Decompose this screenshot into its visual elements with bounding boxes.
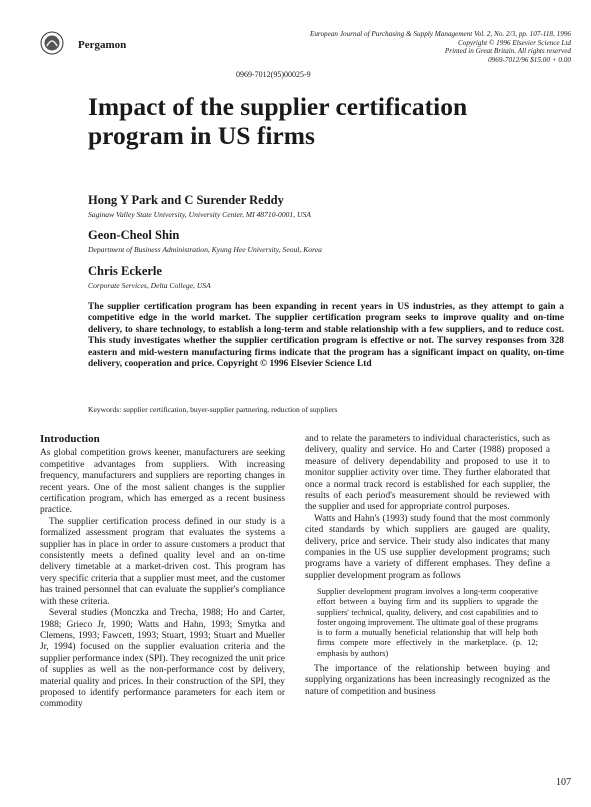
left-column <box>40 434 285 711</box>
author-affiliation-3: Corporate Services, Delta College, USA <box>88 281 211 290</box>
issn-price-line: 0969-7012/96 $15.00 + 0.00 <box>488 55 571 64</box>
block-quote: Supplier development program involves a long-term cooperative effort between a buying firm and its suppliers to upgrade the suppliers' technical, quality, delivery, and cost capabilities and to foster ongoing improvement. The ultimate goal of these programs is to form a mutually beneficial relationship that will help both firms compete more effectively in the marketplace. (p. 12; emphasis by authors) <box>317 587 538 658</box>
body-paragraph: Several studies (Monczka and Trecha, 1988; Ho and Carter, 1988; Grieco Jr, 1990; Watts and Hahn, 1993; Smytka and Clemens, 1993; Fawcett, 1993; Stuart, 1993; Stuart and Mueller Jr, 1994) focused on the supplier evaluation criteria and the supplier performance index (SPI). They recognized the unit price of supplies as well as the non-performance cost by delivery, material quality and prices. In their construction of the SPI, they proposed to identify performance parameters for each item or commodity <box>40 608 285 710</box>
author-affiliation-1: Saginaw Valley State University, University Center, MI 48710-0001, USA <box>88 210 311 219</box>
journal-metadata <box>271 30 571 64</box>
right-column <box>305 434 550 698</box>
publisher-name: Pergamon <box>78 39 127 51</box>
author-names-1: Hong Y Park and C Surender Reddy <box>88 193 284 207</box>
body-paragraph: and to relate the parameters to individual characteristics, such as delivery, quality and service. Ho and Carter (1988) proposed a measure of delivery dependability and proposed to use it to monitor supplier activity over time. They further elaborated that once a normal track record is established for each supplier, the results of each period's measurement should be reviewed with the supplier and used for appropriate control purposes. <box>305 434 550 513</box>
pii-code: 0969-7012(95)00025-9 <box>236 70 311 79</box>
body-paragraph: Watts and Hahn's (1993) study found that the most commonly cited standards by which suppliers are gauged are quality, delivery, price and service. Their study also indicates that many companies in the US use supplier development programs; such programs have a variety of different emphases. They define a supplier development program as follows <box>305 513 550 581</box>
printed-line: Printed in Great Britain. All rights reserved <box>444 47 571 56</box>
author-names-3: Chris Eckerle <box>88 264 162 278</box>
keywords: Keywords: supplier certification, buyer-supplier partnering, reduction of suppliers <box>88 405 338 414</box>
section-heading-introduction: Introduction <box>40 433 100 445</box>
body-paragraph: The supplier certification process defined in our study is a formalized assessment program that evaluates the systems a supplier has in place in order to assure customers a product that consistently meets a defined quality level and an on-time delivery timetable at a market-driven cost. This program has very specific criteria that a supplier must meet, and the customer has trained personnel that can evaluate the supplier's compliance with these criteria. <box>40 516 285 607</box>
paper-title: Impact of the supplier certification program in US firms <box>88 92 468 150</box>
author-names-2: Geon-Cheol Shin <box>88 228 180 242</box>
copyright-line: Copyright © 1996 Elsevier Science Ltd <box>457 38 571 47</box>
journal-citation: European Journal of Purchasing & Supply Management Vol. 2, No. 2/3, pp. 107-118, 1996 <box>309 30 571 38</box>
body-paragraph: The importance of the relationship between buying and supplying organizations has been increasingly recognized as the nature of competition and business <box>305 663 550 697</box>
page-number: 107 <box>556 777 571 788</box>
body-paragraph: As global competition grows keener, manufacturers are seeking competitive advantages from suppliers. With increasing frequency, manufacturers and suppliers are reporting changes in recent years. One of the most salient changes is the supplier certification program, which has emerged as a recent business practice. <box>40 448 285 516</box>
abstract: The supplier certification program has been expanding in recent years in US industries, as they attempt to gain a competitive edge in the world market. The supplier certification program seeks to improve quality and on-time delivery, to share technology, to establish a long-term and stable relationship with a few suppliers, and to reduce cost. This study investigates whether the supplier certification program is effective or not. The survey responses from 328 eastern and mid-western manufacturing firms indicate that the program has a significant impact on quality, on-time delivery, cooperation and price. Copyright © 1996 Elsevier Science Ltd <box>88 302 564 370</box>
author-affiliation-2: Department of Business Administration, Kyung Hee University, Seoul, Korea <box>88 245 322 254</box>
publisher-logo-icon <box>40 31 64 55</box>
